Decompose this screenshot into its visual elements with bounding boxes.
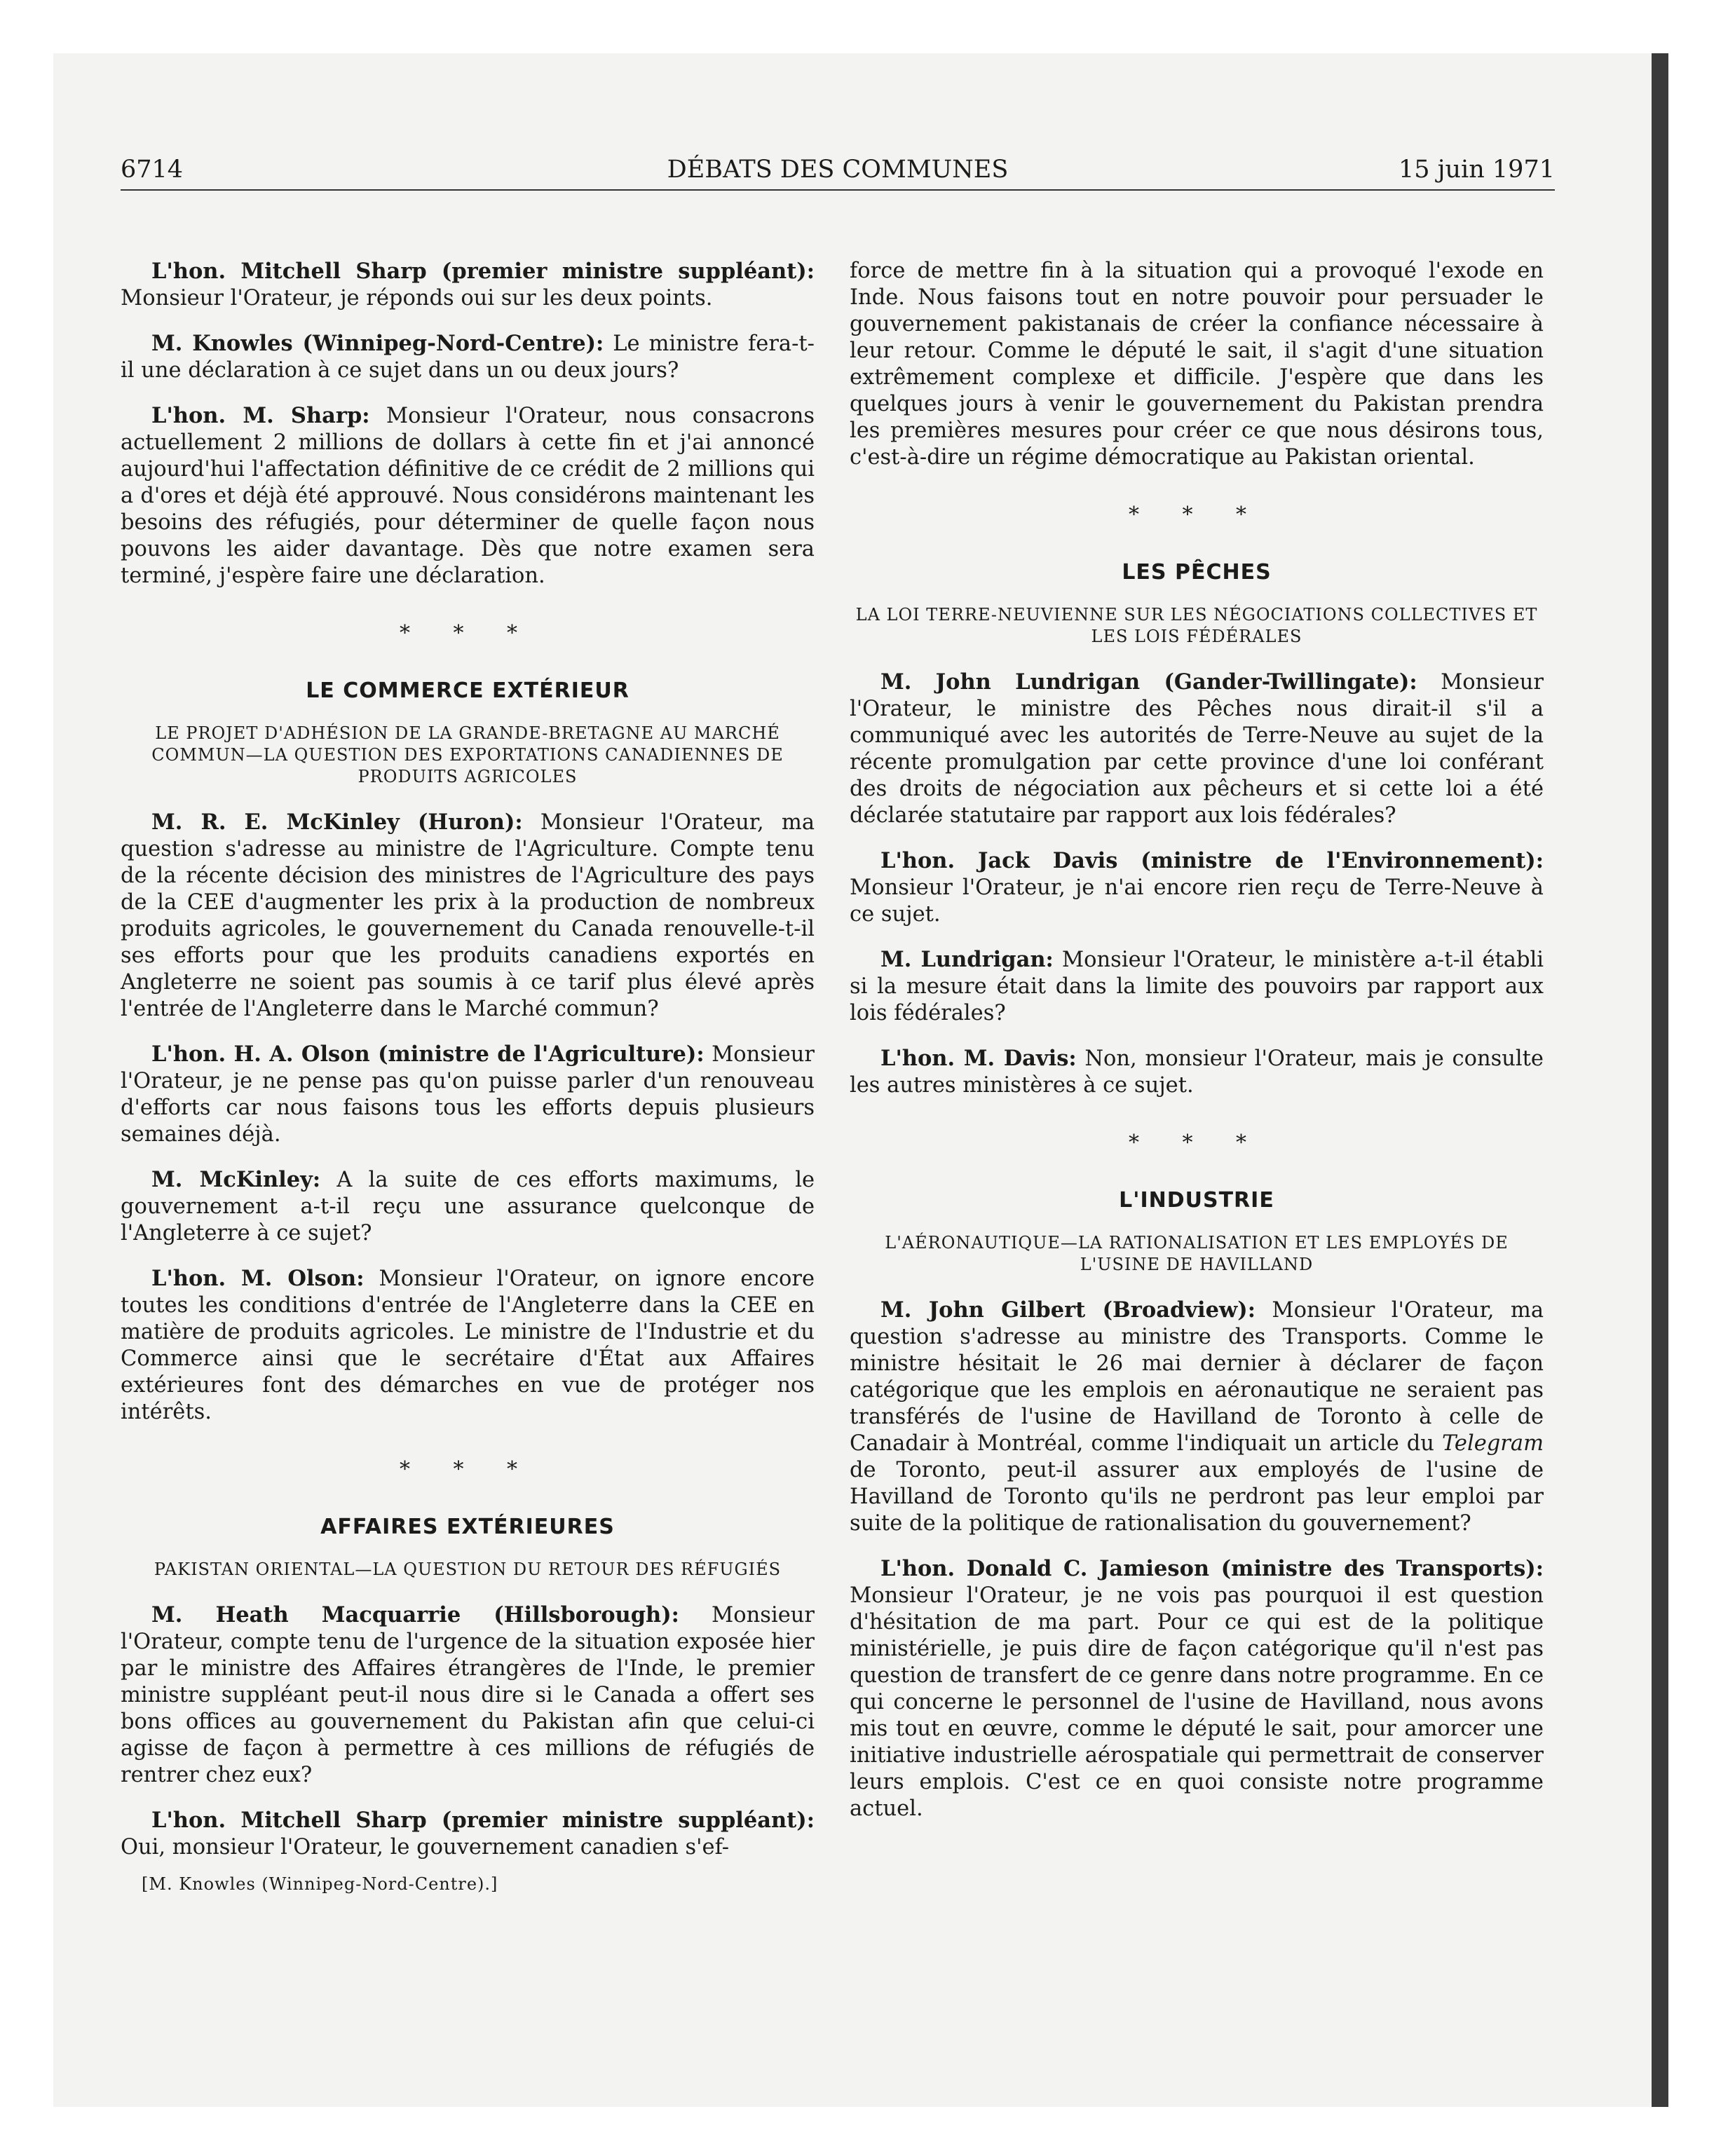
paragraph-text: Monsieur l'Orateur, compte tenu de l'urgence de la situation exposée hier par le ministre des Affaires étrangères de l'Inde, le premier ministre suppléant peut-il nous dire si le Canada a offert ses bons offices au gouvernement du Pakistan afin que celui-ci agisse de façon à permettre à ces millions de réfugiés de rentrer chez eux? <box>121 1603 815 1787</box>
paragraph-text: A la suite de ces efforts maximums, le gouvernement a-t-il reçu une assurance quelconque de l'Angleterre à ce sujet? <box>121 1168 815 1246</box>
left-column <box>121 258 815 1897</box>
paragraph <box>121 1041 815 1148</box>
paragraph <box>121 809 815 1023</box>
paragraph-text: Monsieur l'Orateur, je n'ai encore rien reçu de Terre-Neuve à ce sujet. <box>850 875 1544 927</box>
newspaper-title: Telegram <box>1441 1431 1544 1456</box>
page-header <box>121 156 1555 192</box>
speaker-name: L'hon. Jack Davis (ministre de l'Environnement): <box>880 848 1544 873</box>
page-number: 6714 <box>121 156 184 184</box>
paragraph-text: Oui, monsieur l'Orateur, le gouvernement canadien s'ef- <box>121 1835 730 1860</box>
section-heading: AFFAIRES EXTÉRIEURES <box>320 1515 615 1539</box>
paragraph-text: Monsieur l'Orateur, le ministère a-t-il établi si la mesure était dans la limite des pouvoirs par rapport aux lois fédérales? <box>850 948 1544 1025</box>
speaker-name: L'hon. M. Olson: <box>151 1266 365 1291</box>
paragraph <box>121 1265 815 1426</box>
section-separator: * * * <box>399 621 536 646</box>
section-heading: L'INDUSTRIE <box>1119 1188 1274 1213</box>
section-subheading: LE PROJET D'ADHÉSION DE LA GRANDE-BRETAGNE AU MARCHÉ COMMUN—LA QUESTION DES EXPORTATIONS CANADIENNES DE PRODUITS AGRICOLES <box>151 723 784 786</box>
header-rule <box>121 189 1555 191</box>
paragraph-text: Monsieur l'Orateur, on ignore encore toutes les conditions d'entrée de l'Angleterre dans la CEE en matière de produits agricoles. Le ministre de l'Industrie et du Commerce ainsi que le secrétaire d'État aux Affaires extérieures font des démarches en vue de protéger nos intérêts. <box>121 1267 815 1424</box>
speaker-name: L'hon. H. A. Olson (ministre de l'Agriculture): <box>151 1042 705 1067</box>
speaker-name: L'hon. M. Sharp: <box>151 403 370 428</box>
paragraph-text: Monsieur l'Orateur, je réponds oui sur les deux points. <box>121 286 713 311</box>
section-separator: * * * <box>399 1457 536 1482</box>
paragraph-text: de Toronto, peut-il assurer aux employés de l'usine de Havilland de Toronto qu'ils ne perdront pas leur emploi par suite de la politique de rationalisation du gouvernement? <box>850 1458 1544 1536</box>
scan-edge-bar <box>1652 53 1668 2107</box>
paragraph-text: Monsieur l'Orateur, nous consacrons actuellement 2 millions de dollars à cette fin et j'ai annoncé aujourd'hui l'affectation définitive de ce crédit de 2 millions qui a d'ores et déjà été approuvé. Nous considérons maintenant les besoins des réfugiés, pour déterminer de quelle façon nous pouvons les aider davantage. Dès que notre examen sera terminé, j'espère faire une déclaration. <box>121 404 815 588</box>
paragraph-text: Monsieur l'Orateur, le ministre des Pêches nous dirait-il s'il a communiqué avec les autorités de Terre-Neuve au sujet de la récente promulgation par cette province d'une loi conférant des droits de négociation aux pêcheurs et si cette loi a été déclarée statutaire par rapport aux lois fédérales? <box>850 670 1544 828</box>
speaker-name: M. Lundrigan: <box>880 947 1054 972</box>
paragraph <box>121 402 815 589</box>
section-subheading: L'AÉRONAUTIQUE—LA RATIONALISATION ET LES EMPLOYÉS DE L'USINE DE HAVILLAND <box>885 1233 1509 1274</box>
paragraph-text: Monsieur l'Orateur, je ne pense pas qu'on puisse parler d'un renouveau d'efforts car nous faisons tous les efforts depuis plusieurs semaines déjà. <box>121 1042 815 1147</box>
speaker-name: L'hon. M. Davis: <box>880 1046 1077 1071</box>
paragraph-text: Non, monsieur l'Orateur, mais je consulte les autres ministères à ce sujet. <box>850 1046 1544 1098</box>
paragraph <box>121 1807 815 1861</box>
speaker-name: M. R. E. McKinley (Huron): <box>151 810 523 835</box>
paragraph <box>850 1555 1544 1822</box>
page-title: DÉBATS DES COMMUNES <box>667 156 1009 184</box>
paragraph <box>850 946 1544 1027</box>
right-column <box>850 258 1544 1841</box>
speaker-name: M. Knowles (Winnipeg-Nord-Centre): <box>151 331 604 356</box>
paragraph <box>850 669 1544 829</box>
section-subheading: LA LOI TERRE-NEUVIENNE SUR LES NÉGOCIATIONS COLLECTIVES ET LES LOIS FÉDÉRALES <box>855 605 1538 646</box>
page-date: 15 juin 1971 <box>1399 156 1555 184</box>
paragraph <box>121 1166 815 1247</box>
paragraph <box>850 1297 1544 1537</box>
section-heading: LE COMMERCE EXTÉRIEUR <box>306 678 630 703</box>
paragraph-text: Monsieur l'Orateur, ma question s'adresse au ministre des Transports. Comme le ministre hésitait le 26 mai dernier à déclarer de façon catégorique que les emplois en aéronautique ne seraient pas transférés de l'usine de Havilland de Toronto à celle de Canadair à Montréal, comme l'indiquait un article du <box>850 1298 1544 1456</box>
speaker-name: M. McKinley: <box>151 1167 321 1192</box>
section-separator: * * * <box>1128 503 1265 527</box>
speaker-name: M. John Gilbert (Broadview): <box>880 1297 1256 1323</box>
paragraph-text: Monsieur l'Orateur, ma question s'adresse au ministre de l'Agriculture. Compte tenu de la récente décision des ministres de l'Agriculture des pays de la CEE d'augmenter les prix à la production de nombreux produits agricoles, le gouvernement du Canada renouvelle-t-il ses efforts pour que les produits canadiens exportés en Angleterre ne soient pas soumis à ce tarif plus élevé après l'entrée de l'Angleterre dans le Marché commun? <box>121 810 815 1021</box>
section-heading: LES PÊCHES <box>1122 560 1272 585</box>
paragraph-text: Monsieur l'Orateur, je ne vois pas pourquoi il est question d'hésitation de ma part. Pour ce qui est de la politique ministérielle, je puis dire de façon catégorique qu'il n'est pas question de transfert de ce genre dans notre programme. En ce qui concerne le personnel de l'usine de Havilland, nous avons mis tout en œuvre, comme le député le sait, pour amorcer une initiative industrielle aérospatiale qui permettrait de conserver leurs emplois. C'est ce en quoi consiste notre programme actuel. <box>850 1583 1544 1821</box>
speaker-footnote: [M. Knowles (Winnipeg-Nord-Centre).] <box>142 1874 498 1894</box>
paragraph <box>121 258 815 312</box>
paragraph <box>850 847 1544 928</box>
paragraph <box>850 1045 1544 1099</box>
speaker-name: L'hon. Mitchell Sharp (premier ministre suppléant): <box>151 259 815 284</box>
paragraph <box>121 1602 815 1789</box>
paragraph-text: Le ministre fera-t-il une déclaration à ce sujet dans un ou deux jours? <box>121 332 815 383</box>
paragraph <box>121 330 815 384</box>
speaker-name: L'hon. Mitchell Sharp (premier ministre suppléant): <box>151 1808 815 1833</box>
section-subheading: PAKISTAN ORIENTAL—LA QUESTION DU RETOUR DES RÉFUGIÉS <box>154 1560 782 1579</box>
speaker-name: L'hon. Donald C. Jamieson (ministre des Transports): <box>880 1556 1544 1581</box>
section-separator: * * * <box>1128 1131 1265 1155</box>
speaker-name: M. John Lundrigan (Gander-Twillingate): <box>880 669 1417 695</box>
speaker-name: M. Heath Macquarrie (Hillsborough): <box>151 1602 679 1628</box>
paragraph-continuation: force de mettre fin à la situation qui a provoqué l'exode en Inde. Nous faisons tout en notre pouvoir pour persuader le gouvernement pakistanais de créer la confiance nécessaire à leur retour. Comme le député le sait, il s'agit d'une situation extrêmement complexe et difficile. J'espère que dans les quelques jours à venir le gouvernement du Pakistan prendra les premières mesures pour créer ce que nous désirons tous, c'est-à-dire un régime démocratique au Pakistan oriental. <box>850 259 1544 470</box>
